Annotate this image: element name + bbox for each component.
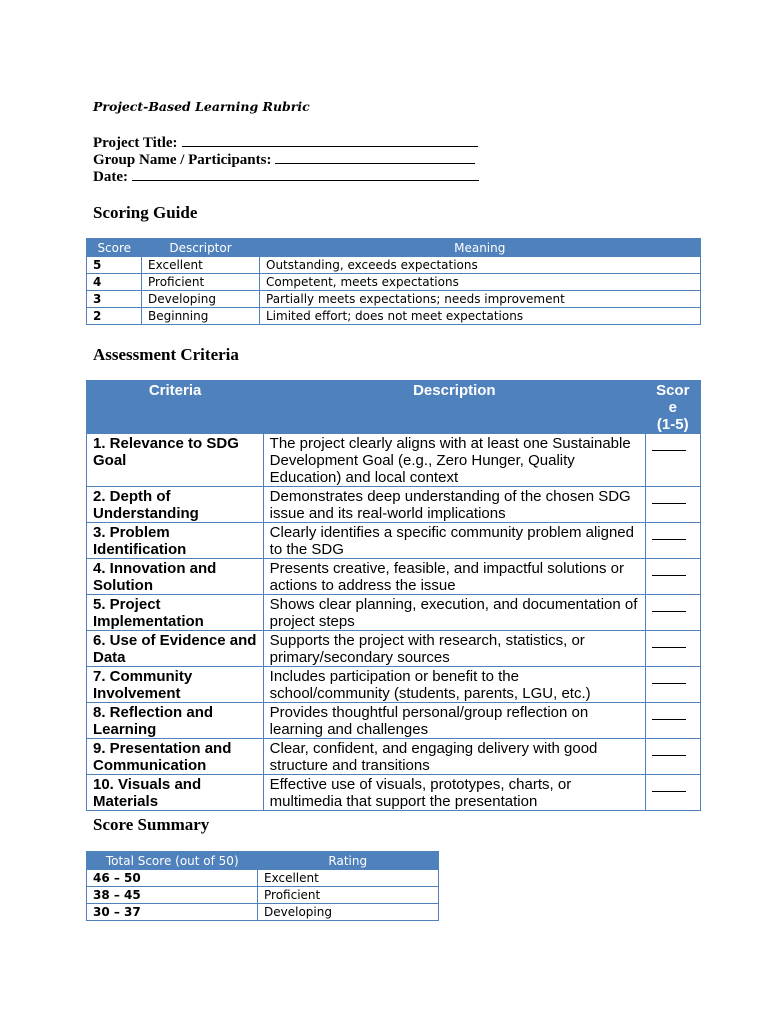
- group-name-blank[interactable]: [275, 152, 475, 164]
- rating-cell: Excellent: [258, 870, 439, 887]
- column-header: Meaning: [454, 240, 506, 255]
- range-cell: 38 – 45: [87, 887, 258, 904]
- score-blank[interactable]: [652, 707, 686, 720]
- column-header: Rating: [328, 853, 368, 868]
- score-blank-cell[interactable]: [646, 523, 701, 559]
- description-cell: Presents creative, feasible, and impactful solutions or actions to address the issue: [263, 559, 645, 595]
- criteria-cell: 3. Problem Identification: [87, 523, 264, 559]
- table-row: [87, 887, 439, 904]
- score-blank-cell[interactable]: [646, 434, 701, 487]
- description-cell: Demonstrates deep understanding of the chosen SDG issue and its real-world implications: [263, 487, 645, 523]
- score-cell: 3: [87, 291, 142, 308]
- project-title-blank[interactable]: [182, 135, 478, 147]
- table-header-row: [87, 381, 701, 434]
- meaning-cell: Outstanding, exceeds expectations: [260, 257, 701, 274]
- descriptor-cell: Beginning: [142, 308, 260, 325]
- score-blank-cell[interactable]: [646, 739, 701, 775]
- score-header-line: (1-5): [656, 416, 689, 433]
- description-cell: Effective use of visuals, prototypes, charts, or multimedia that support the presentation: [263, 775, 645, 811]
- score-blank-cell[interactable]: [646, 775, 701, 811]
- criteria-cell: 10. Visuals and Materials: [87, 775, 264, 811]
- scoring-guide-table: [86, 238, 701, 325]
- criteria-cell: 9. Presentation and Communication: [87, 739, 264, 775]
- score-blank-cell[interactable]: [646, 487, 701, 523]
- score-header-line: e: [668, 399, 677, 416]
- table-header-row: [87, 239, 701, 257]
- column-header: Total Score (out of 50): [105, 853, 239, 868]
- table-row: [87, 291, 701, 308]
- assessment-criteria-table: [86, 380, 701, 811]
- score-blank[interactable]: [652, 599, 686, 612]
- score-cell: 4: [87, 274, 142, 291]
- score-blank[interactable]: [652, 438, 686, 451]
- column-header: Description: [413, 382, 496, 399]
- score-blank-cell[interactable]: [646, 703, 701, 739]
- table-row: [87, 904, 439, 921]
- score-blank-cell[interactable]: [646, 631, 701, 667]
- description-cell: Supports the project with research, statistics, or primary/secondary sources: [263, 631, 645, 667]
- table-row: [87, 703, 701, 739]
- rating-cell: Developing: [258, 904, 439, 921]
- score-header-line: Scor: [656, 382, 690, 399]
- score-blank[interactable]: [652, 671, 686, 684]
- score-blank[interactable]: [652, 779, 686, 792]
- column-header: Criteria: [148, 382, 202, 399]
- meaning-cell: Limited effort; does not meet expectations: [260, 308, 701, 325]
- score-blank[interactable]: [652, 491, 686, 504]
- meaning-cell: Competent, meets expectations: [260, 274, 701, 291]
- table-row: [87, 308, 701, 325]
- table-row: [87, 559, 701, 595]
- table-row: [87, 274, 701, 291]
- description-cell: Clearly identifies a specific community problem aligned to the SDG: [263, 523, 645, 559]
- score-blank[interactable]: [652, 743, 686, 756]
- score-blank-cell[interactable]: [646, 559, 701, 595]
- description-cell: Includes participation or benefit to the school/community (students, parents, LGU, etc.): [263, 667, 645, 703]
- criteria-cell: 6. Use of Evidence and Data: [87, 631, 264, 667]
- table-row: [87, 667, 701, 703]
- table-row: [87, 257, 701, 274]
- date-field: [93, 169, 479, 186]
- table-row: [87, 739, 701, 775]
- criteria-cell: 5. Project Implementation: [87, 595, 264, 631]
- date-blank[interactable]: [132, 169, 479, 181]
- description-cell: Clear, confident, and engaging delivery with good structure and transitions: [263, 739, 645, 775]
- descriptor-cell: Proficient: [142, 274, 260, 291]
- document-title: Project-Based Learning Rubric: [93, 99, 310, 114]
- criteria-cell: 1. Relevance to SDG Goal: [87, 434, 264, 487]
- score-column-header: [646, 381, 701, 434]
- assessment-criteria-heading: Assessment Criteria: [93, 345, 239, 364]
- group-name-field: [93, 152, 475, 169]
- criteria-cell: 8. Reflection and Learning: [87, 703, 264, 739]
- table-row: [87, 595, 701, 631]
- score-blank-cell[interactable]: [646, 667, 701, 703]
- description-cell: Shows clear planning, execution, and documentation of project steps: [263, 595, 645, 631]
- description-cell: The project clearly aligns with at least one Sustainable Development Goal (e.g., Zero Hunger, Quality Education) and local context: [263, 434, 645, 487]
- score-blank-cell[interactable]: [646, 595, 701, 631]
- descriptor-cell: Developing: [142, 291, 260, 308]
- score-blank[interactable]: [652, 635, 686, 648]
- score-cell: 2: [87, 308, 142, 325]
- date-label: Date:: [93, 169, 128, 185]
- table-row: [87, 870, 439, 887]
- criteria-cell: 7. Community Involvement: [87, 667, 264, 703]
- score-summary-table: [86, 851, 439, 921]
- meaning-cell: Partially meets expectations; needs improvement: [260, 291, 701, 308]
- table-row: [87, 631, 701, 667]
- column-header: Score: [97, 240, 132, 255]
- project-title-field: [93, 135, 478, 152]
- table-header-row: [87, 852, 439, 870]
- table-row: [87, 775, 701, 811]
- range-cell: 46 – 50: [87, 870, 258, 887]
- rating-cell: Proficient: [258, 887, 439, 904]
- description-cell: Provides thoughtful personal/group reflection on learning and challenges: [263, 703, 645, 739]
- score-cell: 5: [87, 257, 142, 274]
- column-header: Descriptor: [169, 240, 232, 255]
- table-row: [87, 487, 701, 523]
- group-name-label: Group Name / Participants:: [93, 152, 272, 168]
- table-row: [87, 523, 701, 559]
- score-blank[interactable]: [652, 563, 686, 576]
- score-blank[interactable]: [652, 527, 686, 540]
- project-title-label: Project Title:: [93, 135, 178, 151]
- scoring-guide-heading: Scoring Guide: [93, 203, 198, 222]
- score-summary-heading: Score Summary: [93, 815, 210, 834]
- descriptor-cell: Excellent: [142, 257, 260, 274]
- table-row: [87, 434, 701, 487]
- criteria-cell: 2. Depth of Understanding: [87, 487, 264, 523]
- criteria-cell: 4. Innovation and Solution: [87, 559, 264, 595]
- range-cell: 30 – 37: [87, 904, 258, 921]
